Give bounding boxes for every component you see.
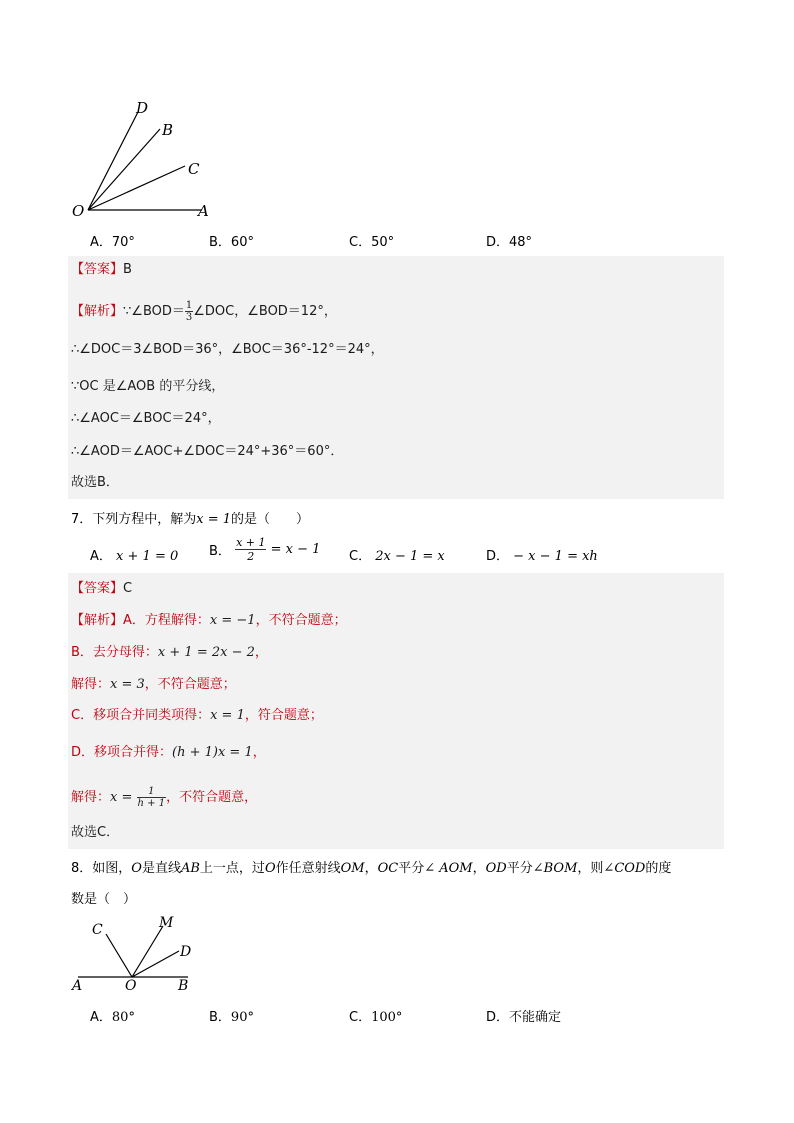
math: x = 1 [196, 512, 232, 527]
text: 作任意射线 [275, 861, 341, 876]
label-O: O [125, 978, 137, 994]
q7-analysis-line-2 [71, 645, 268, 661]
text: 平分 [398, 861, 425, 876]
label-C: C [92, 922, 103, 938]
label: D． [486, 549, 510, 564]
math: 2x − 1 = x [375, 549, 445, 564]
label: B． [209, 544, 231, 559]
text: ∵∠BOD＝ [123, 304, 185, 319]
math: x + 1 = 2x − 2 [157, 645, 255, 660]
math: O [131, 861, 142, 876]
label-B: B [162, 121, 174, 139]
label: C． [349, 1010, 372, 1025]
text: 是直线 [141, 861, 181, 876]
q6-analysis-line-3: ∵OC 是∠AOB 的平分线， [71, 379, 225, 394]
fraction [235, 536, 266, 563]
q6-option-c: C．50° [349, 235, 395, 250]
text: D．移项合并得： [71, 745, 173, 760]
q8-stem-line-2: 数是（ ） [71, 892, 137, 907]
answer-value: C [123, 581, 133, 596]
q7-option-c [349, 545, 445, 564]
frac-den: 3 [185, 312, 193, 323]
q8-option-c [349, 1006, 402, 1025]
label-M: M [159, 915, 174, 931]
text: ，不符合题意； [144, 677, 236, 692]
label-D: D [136, 99, 149, 117]
math: = x − 1 [270, 542, 321, 557]
label-A: A [198, 202, 209, 220]
q7-analysis-line-5 [71, 745, 266, 761]
label: A． [90, 549, 112, 564]
label: B． [209, 1010, 231, 1025]
angle-figure-2 [66, 910, 206, 996]
text: A．方程解得： [123, 613, 210, 628]
frac-num: 1 [185, 300, 193, 311]
q6-solution [68, 256, 724, 499]
value: 不能确定 [509, 1010, 562, 1025]
q7-option-a [90, 545, 178, 564]
q6-option-b: B．60° [209, 235, 254, 250]
fraction [185, 300, 193, 323]
value: 100° [371, 1010, 403, 1025]
q7-analysis-line-6 [71, 779, 257, 817]
frac-num: 1 [137, 786, 167, 798]
text: 8．如图， [71, 861, 132, 876]
math: OM [340, 861, 365, 876]
answer-tag: 【答案】 [71, 581, 124, 596]
math: AB [180, 861, 200, 876]
frac-den: h + 1 [137, 798, 166, 809]
q6-analysis-line-2: ∴∠DOC＝3∠BOD＝36°，∠BOC＝36°-12°＝24°， [71, 342, 384, 357]
q6-analysis-line-4: ∴∠AOC＝∠BOC＝24°， [71, 411, 221, 426]
q6-analysis-line-1 [71, 300, 337, 323]
text: ，则 [577, 861, 604, 876]
math: x = −1 [209, 613, 256, 628]
text: ， [472, 861, 486, 876]
math: x = 1 [210, 708, 245, 723]
q7-option-b [209, 536, 320, 563]
answer-tag: 【答案】 [71, 262, 124, 277]
angle-figure-1 [66, 96, 226, 224]
q7-analysis-line-4 [71, 708, 323, 724]
text: ∠DOC，∠BOD＝12°， [193, 304, 337, 319]
math: OD [485, 861, 507, 876]
q7-stem [71, 508, 309, 527]
fraction [137, 786, 167, 809]
math: OC [377, 861, 399, 876]
label-O: O [72, 202, 85, 220]
q8-option-a [90, 1006, 135, 1025]
text: ，符合题意； [244, 708, 323, 723]
frac-num: x + 1 [236, 536, 266, 549]
math: (h + 1)x = 1 [172, 745, 253, 760]
q7-solution [68, 573, 724, 849]
math: x + 1 = 0 [116, 549, 179, 564]
q6-analysis-line-5: ∴∠AOD＝∠AOC+∠DOC＝24°+36°＝60°． [71, 444, 344, 459]
text: ，不符合题意； [255, 613, 347, 628]
text: 的是（ ） [231, 512, 310, 527]
value: 80° [111, 1010, 135, 1025]
q6-analysis-line-6: 故选B． [71, 475, 119, 490]
text: ，不符合题意， [166, 790, 258, 805]
q7-analysis-line-3 [71, 677, 236, 693]
text: B．去分母得： [71, 645, 158, 660]
label: D． [486, 1010, 510, 1025]
math: − x − 1 = xh [513, 549, 598, 564]
q7-answer-line [71, 581, 132, 597]
q6-answer-line [71, 262, 132, 278]
text: ， [252, 745, 266, 760]
math: x = 3 [110, 677, 145, 692]
label-D: D [180, 944, 192, 960]
text: 7．下列方程中，解为 [71, 512, 197, 527]
math: ∠ AOM [424, 861, 473, 876]
q8-option-b [209, 1006, 254, 1025]
label: A． [90, 1010, 112, 1025]
q8-option-d [486, 1006, 561, 1025]
text: ， [364, 861, 378, 876]
q6-option-d: D．48° [486, 235, 533, 250]
answer-value: B [123, 262, 132, 277]
q6-option-a: A．70° [90, 235, 135, 250]
frac-den: 2 [247, 550, 255, 563]
q7-option-d [486, 545, 598, 564]
text: 解得： [71, 790, 111, 805]
label: C． [349, 549, 372, 564]
text: 解得： [71, 677, 111, 692]
text: ， [254, 645, 268, 660]
analysis-tag: 【解析】 [71, 304, 124, 319]
text: 平分 [506, 861, 533, 876]
text: 的度 [645, 861, 672, 876]
analysis-tag: 【解析】 [71, 613, 124, 628]
text: 上一点，过 [199, 861, 265, 876]
q7-analysis-line-7: 故选C． [71, 825, 120, 840]
label-C: C [188, 160, 200, 178]
label-B: B [178, 978, 189, 994]
text: C．移项合并同类项得： [71, 708, 211, 723]
q8-stem-line-1 [71, 857, 671, 876]
value: 90° [230, 1010, 254, 1025]
math: x = [110, 790, 133, 805]
math: ∠BOM [532, 861, 578, 876]
math: O [264, 861, 276, 876]
label-A: A [72, 978, 83, 994]
math: ∠COD [603, 861, 646, 876]
q7-analysis-line-1 [71, 613, 347, 629]
